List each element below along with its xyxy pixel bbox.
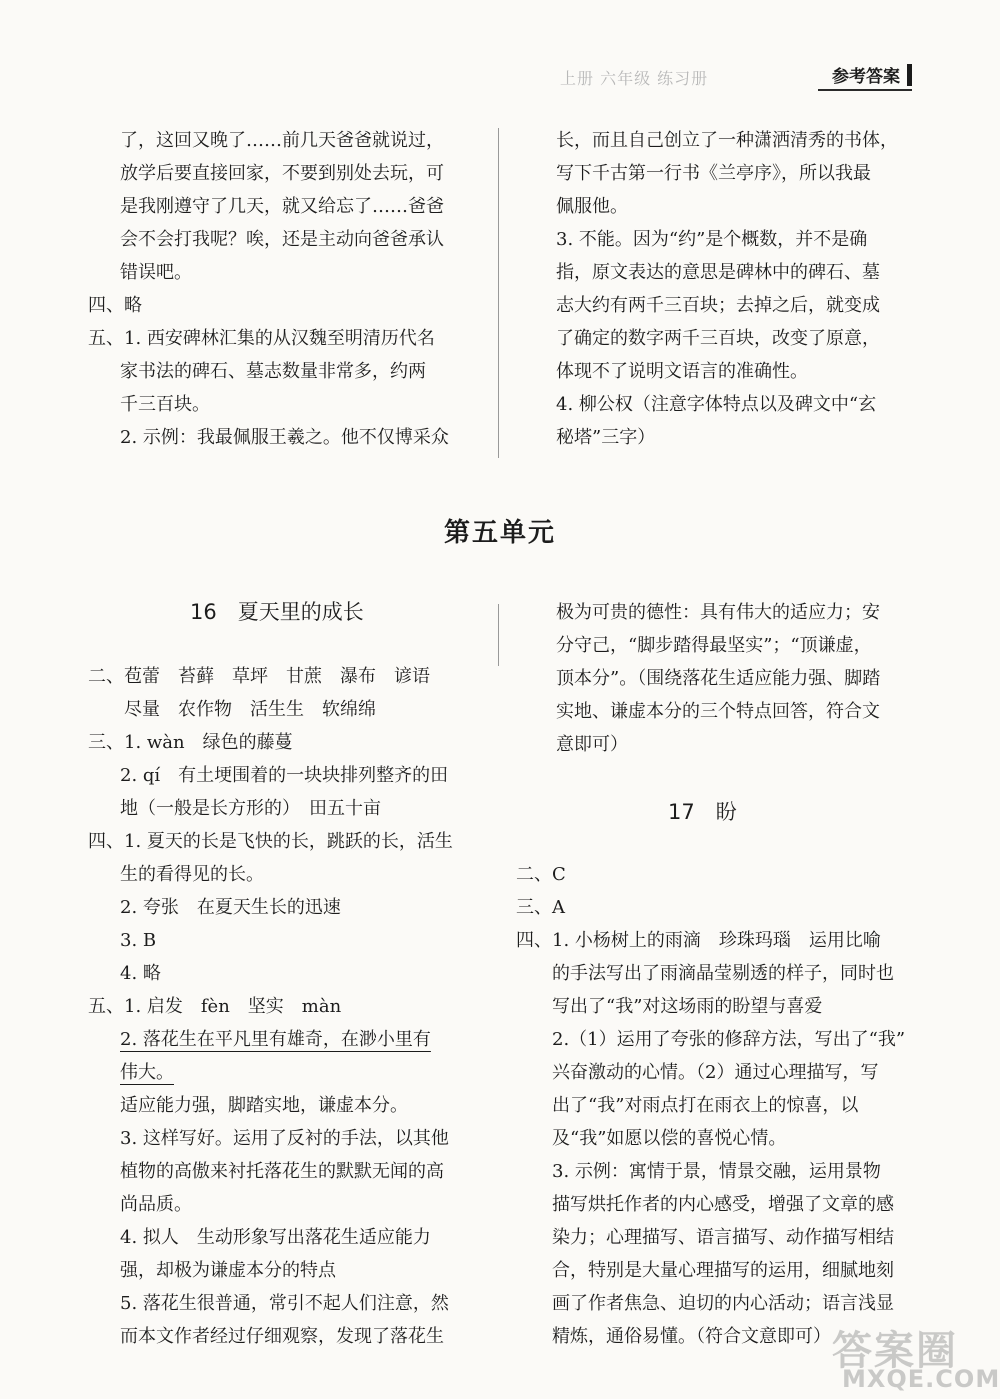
- text-line: 3. 不能。因为“约”是个概数，并不是确: [556, 229, 868, 250]
- text-line: 五、1. 西安碑林汇集的从汉魏至明清历代名: [88, 328, 435, 349]
- text-line: 3. 示例：寓情于景，情景交融，运用景物: [552, 1161, 881, 1182]
- left-column-top: [88, 124, 449, 454]
- text-line: 精炼，通俗易懂。（符合文意即可）: [552, 1326, 831, 1347]
- text-line: 放学后要直接回家，不要到别处去玩，可: [120, 163, 444, 184]
- book-meta: 上册 六年级 练习册: [560, 69, 709, 88]
- right-column-continuation: [556, 596, 880, 761]
- right-column-top: [556, 124, 898, 454]
- text-line: 2. 示例：我最佩服王羲之。他不仅博采众: [120, 427, 449, 448]
- text-line: 植物的高傲来衬托落花生的默默无闻的高: [120, 1161, 444, 1182]
- text-line: 尚品质。: [120, 1194, 192, 1215]
- text-line: 而本文作者经过仔细观察，发现了落花生: [120, 1326, 444, 1347]
- column-divider: [498, 604, 499, 666]
- text-line: 画了作者焦急、迫切的内心活动；语言浅显: [552, 1293, 894, 1314]
- text-line: 会不会打我呢？唉，还是主动向爸爸承认: [120, 229, 444, 250]
- text-line: 志大约有两千三百块；去掉之后，就变成: [556, 295, 880, 316]
- unit-title: 第五单元: [443, 518, 556, 548]
- text-line: 秘塔”三字）: [556, 427, 656, 448]
- text-line: 体现不了说明文语言的准确性。: [556, 361, 808, 382]
- site-watermark: [820, 1319, 1000, 1393]
- lesson-17-title: 17 盼: [668, 800, 737, 824]
- answers-label: 参考答案: [832, 67, 900, 87]
- text-line: 4. 略: [120, 963, 161, 984]
- header-bar: [907, 64, 912, 86]
- text-line: 意即可）: [556, 734, 628, 755]
- page-header: [560, 62, 912, 90]
- text-line: 了确定的数字两千三百块，改变了原意，: [556, 328, 880, 349]
- lesson-17-answers: [516, 858, 905, 1353]
- text-line: 家书法的碑石、墓志数量非常多，约两: [120, 361, 426, 382]
- text-line: 极为可贵的德性：具有伟大的适应力；安: [556, 602, 880, 623]
- watermark-url: MXQE.COM: [842, 1365, 1000, 1393]
- text-line: 3. 这样写好。运用了反衬的手法，以其他: [120, 1128, 449, 1149]
- text-line: 2.（1）运用了夸张的修辞方法，写出了“我”: [552, 1029, 906, 1050]
- text-line: 五、1. 启发 fèn 坚实 màn: [88, 996, 342, 1017]
- text-line: 2. qí 有土埂围着的一块块排列整齐的田: [120, 765, 449, 786]
- header-rule: [818, 89, 912, 91]
- lesson-16-title: 16 夏天里的成长: [190, 600, 364, 624]
- underlined-answer: 2. 落花生在平凡里有雄奇，在渺小里有: [120, 1029, 431, 1050]
- text-line: 4. 柳公权（注意字体特点以及碑文中“玄: [556, 394, 877, 415]
- text-line: 合，特别是大量心理描写的运用，细腻地刻: [552, 1260, 894, 1281]
- text-line: 四、1. 夏天的长是飞快的长，跳跃的长，活生: [88, 831, 453, 852]
- text-line: 尽量 农作物 活生生 软绵绵: [124, 699, 376, 720]
- text-line: 四、略: [88, 295, 142, 316]
- text-line: 5. 落花生很普通，常引不起人们注意，然: [120, 1293, 449, 1314]
- text-line: 四、1. 小杨树上的雨滴 珍珠玛瑙 运用比喻: [516, 930, 881, 951]
- text-line: 兴奋激动的心情。（2）通过心理描写，写: [552, 1062, 879, 1083]
- text-line: 指，原文表达的意思是碑林中的碑石、墓: [556, 262, 880, 283]
- watermark-logo: 答案圈: [832, 1328, 958, 1374]
- text-line: 二、C: [516, 864, 566, 885]
- underlined-answer: 伟大。: [120, 1062, 174, 1083]
- text-line: 描写烘托作者的内心感受，增强了文章的感: [552, 1194, 894, 1215]
- text-line: 千三百块。: [120, 394, 210, 415]
- text-line: 错误吧。: [120, 262, 192, 283]
- text-line: 实地、谦虚本分的三个特点回答，符合文: [556, 701, 880, 722]
- lesson-16-answers: [88, 660, 453, 1353]
- text-line: 三、1. wàn 绿色的藤蔓: [88, 732, 293, 753]
- text-line: 4. 拟人 生动形象写出落花生适应能力: [120, 1227, 431, 1248]
- text-line: 地（一般是长方形的） 田五十亩: [120, 798, 381, 819]
- text-line: 生的看得见的长。: [120, 864, 264, 885]
- text-line: 顶本分”。（围绕落花生适应能力强、脚踏: [556, 668, 881, 689]
- text-line: 的手法写出了雨滴晶莹剔透的样子，同时也: [552, 963, 894, 984]
- text-line: 染力；心理描写、语言描写、动作描写相结: [552, 1227, 894, 1248]
- text-line: 是我刚遵守了几天，就又给忘了……爸爸: [120, 196, 444, 217]
- text-line: 3. B: [120, 930, 157, 951]
- text-line: 了，这回又晚了……前几天爸爸就说过，: [120, 130, 444, 151]
- text-line: 及“我”如愿以偿的喜悦心情。: [552, 1128, 787, 1149]
- text-line: 长，而且自己创立了一种潇洒清秀的书体，: [556, 130, 898, 151]
- text-line: 佩服他。: [556, 196, 628, 217]
- text-line: 三、A: [516, 897, 565, 918]
- text-line: 适应能力强，脚踏实地，谦虚本分。: [120, 1095, 408, 1116]
- text-line: 分守己，“脚步踏得最坚实”；“顶谦虚，: [556, 635, 872, 656]
- text-line: 写出了“我”对这场雨的盼望与喜爱: [552, 996, 823, 1017]
- text-line: 2. 夸张 在夏天生长的迅速: [120, 897, 341, 918]
- text-line: 强，却极为谦虚本分的特点: [120, 1260, 336, 1281]
- text-line: 出了“我”对雨点打在雨衣上的惊喜，以: [552, 1095, 859, 1116]
- text-line: 写下千古第一行书《兰亭序》，所以我最: [556, 163, 871, 184]
- column-divider: [498, 128, 499, 458]
- text-line: 二、苞蕾 苔藓 草坪 甘蔗 瀑布 谚语: [88, 666, 430, 687]
